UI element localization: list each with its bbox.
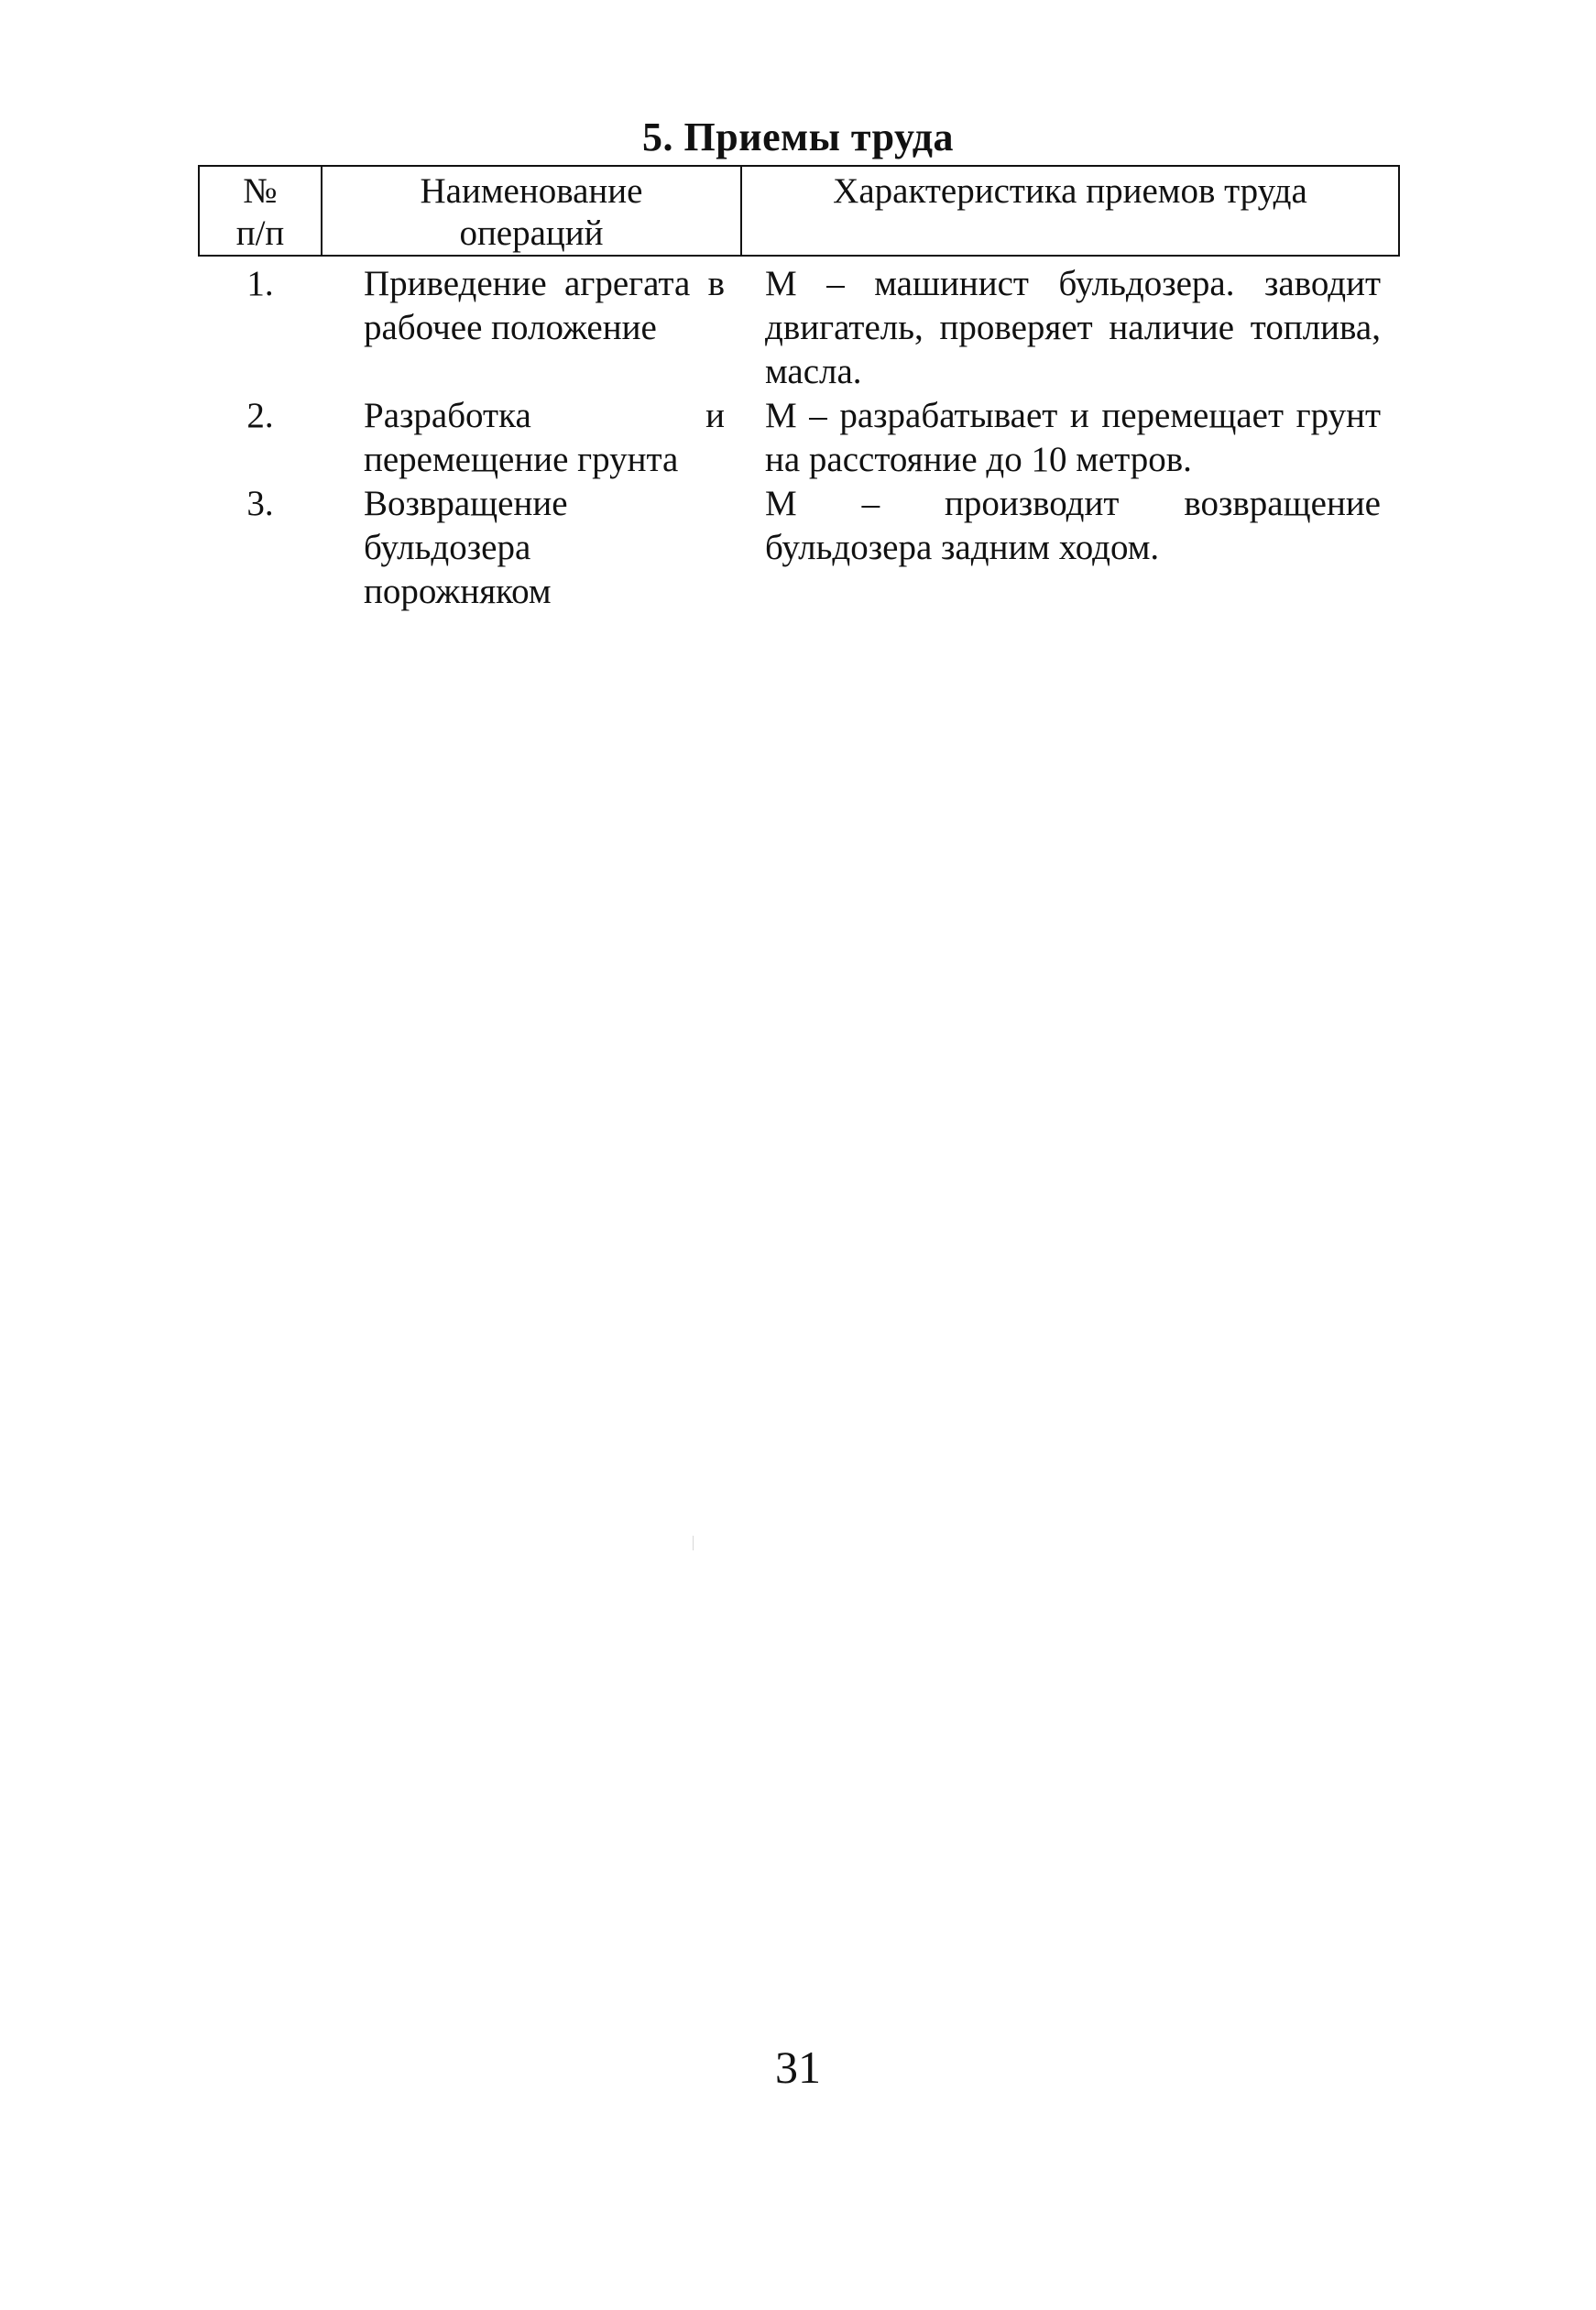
row-description: М – машинист бульдозера. заводит двигатель, проверяет наличие топлива, масла. — [765, 264, 1381, 391]
row-number: 1. — [246, 264, 274, 303]
header-description-line-1: Характеристика приемов труда — [833, 171, 1307, 211]
header-operation — [322, 166, 741, 256]
table-header-row — [199, 166, 1399, 256]
table-row — [199, 394, 1399, 482]
row-operation: Приведение агрегата в рабочее положение — [364, 264, 725, 347]
header-operation-line-2: операций — [459, 213, 604, 253]
table-row — [199, 482, 1399, 614]
row-number: 2. — [246, 396, 274, 435]
header-description — [741, 166, 1399, 256]
page-number: 31 — [775, 2042, 821, 2093]
header-number — [199, 166, 322, 256]
row-number: 3. — [246, 484, 274, 523]
section-title: 5. Приемы труда — [642, 115, 954, 159]
row-operation: Возвращение бульдозера порожняком — [364, 484, 568, 611]
table-row — [199, 256, 1399, 394]
header-operation-line-1: Наименование — [420, 171, 643, 211]
scan-mark — [693, 1536, 694, 1550]
row-operation: Разработка и перемещение грунта — [364, 396, 725, 479]
header-number-line-1: № — [243, 171, 278, 211]
work-methods-table — [198, 165, 1400, 614]
row-description: М – производит возвращение бульдозера задним ходом. — [765, 484, 1381, 567]
row-description: М – разрабатывает и перемещает грунт на расстояние до 10 метров. — [765, 396, 1381, 479]
header-number-line-2: п/п — [235, 213, 285, 253]
